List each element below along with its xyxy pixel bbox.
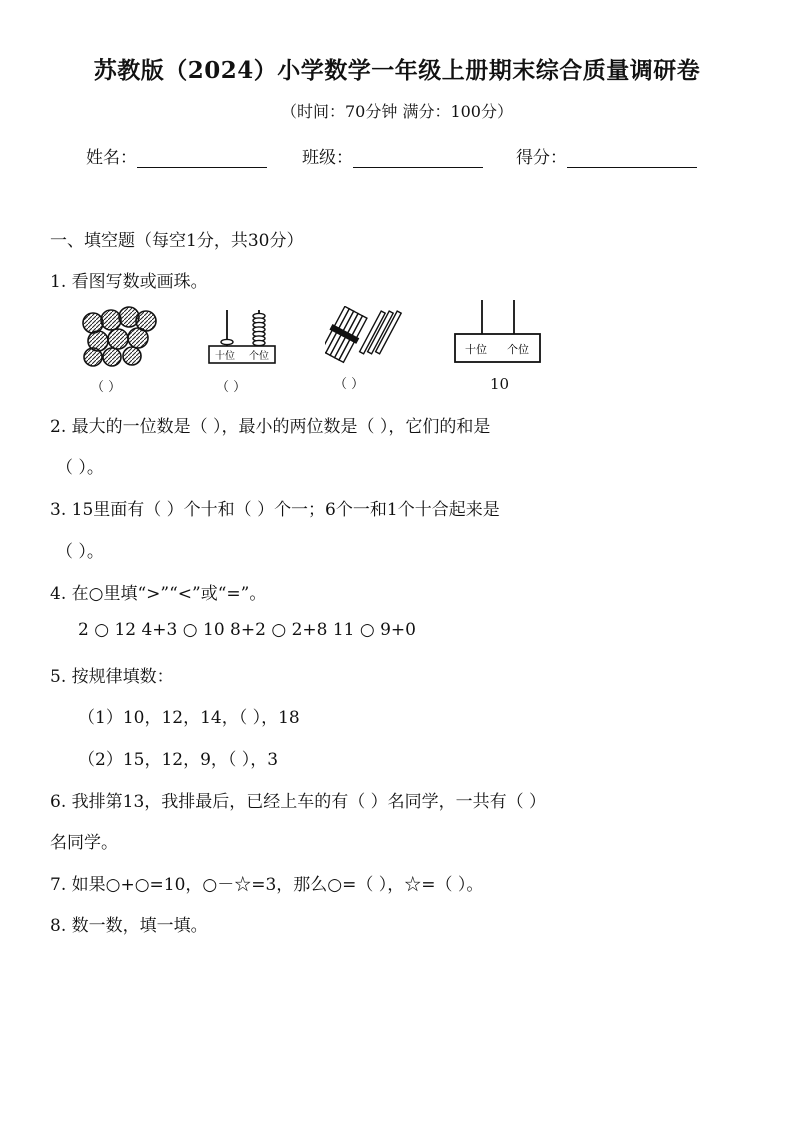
name-label: 姓名： xyxy=(86,148,137,168)
place-tens-label: 十位 xyxy=(465,343,487,356)
name-field[interactable] xyxy=(86,143,267,168)
score-label: 得分： xyxy=(516,148,567,168)
sticks-bundle-figure xyxy=(325,306,403,366)
question-4: 4. 在○里填“>”“<”或“=”。 xyxy=(50,584,267,604)
abacus-ones-label: 个位 xyxy=(249,351,269,362)
question-8: 8. 数一数，填一填。 xyxy=(50,916,208,936)
exam-title: 苏教版（2024）小学数学一年级上册期末综合质量调研卷 xyxy=(93,57,701,84)
exam-subtitle: （时间：70分钟 满分：100分） xyxy=(281,102,513,121)
question-6: 6. 我排第13，我排最后，已经上车的有（ ）名同学，一共有（ ） xyxy=(50,792,547,812)
answer-blank-1[interactable]: （ ） xyxy=(91,380,122,395)
score-blank[interactable] xyxy=(567,149,697,168)
class-field[interactable] xyxy=(302,143,483,168)
name-blank[interactable] xyxy=(137,149,267,168)
section-heading: 一、填空题（每空1分，共30分） xyxy=(50,231,304,251)
ten-balls-figure xyxy=(80,304,160,368)
score-field[interactable] xyxy=(516,143,697,168)
answer-blank-3[interactable]: （ ） xyxy=(334,377,365,392)
abacus-figure xyxy=(207,304,277,368)
abacus-tens-label: 十位 xyxy=(215,351,235,362)
question-3-cont: （ ）。 xyxy=(56,542,104,562)
question-2: 2. 最大的一位数是（ ），最小的两位数是（ ），它们的和是 xyxy=(50,417,491,437)
place-value-chart-figure xyxy=(452,298,544,366)
question-1: 1. 看图写数或画珠。 xyxy=(50,272,208,292)
question-3: 3. 15里面有（ ）个十和（ ）个一；6个一和1个十合起来是 xyxy=(50,500,500,520)
sequence-2: （2）15，12，9，（ ），3 xyxy=(78,750,279,770)
class-label: 班级： xyxy=(302,148,353,168)
number-caption: 10 xyxy=(490,375,510,393)
question-2-cont: （ ）。 xyxy=(56,458,104,478)
answer-blank-2[interactable]: （ ） xyxy=(216,380,247,395)
question-5: 5. 按规律填数： xyxy=(50,667,174,687)
class-blank[interactable] xyxy=(353,149,483,168)
comparison-items: 2 ○ 12 4+3 ○ 10 8+2 ○ 2+8 11 ○ 9+0 xyxy=(78,620,416,640)
sequence-1: （1）10，12，14，（ ），18 xyxy=(78,708,300,728)
place-ones-label: 个位 xyxy=(507,343,529,356)
question-6-cont: 名同学。 xyxy=(50,833,118,853)
question-7: 7. 如果○+○=10，○－☆=3，那么○=（ ），☆=（ ）。 xyxy=(50,875,484,895)
